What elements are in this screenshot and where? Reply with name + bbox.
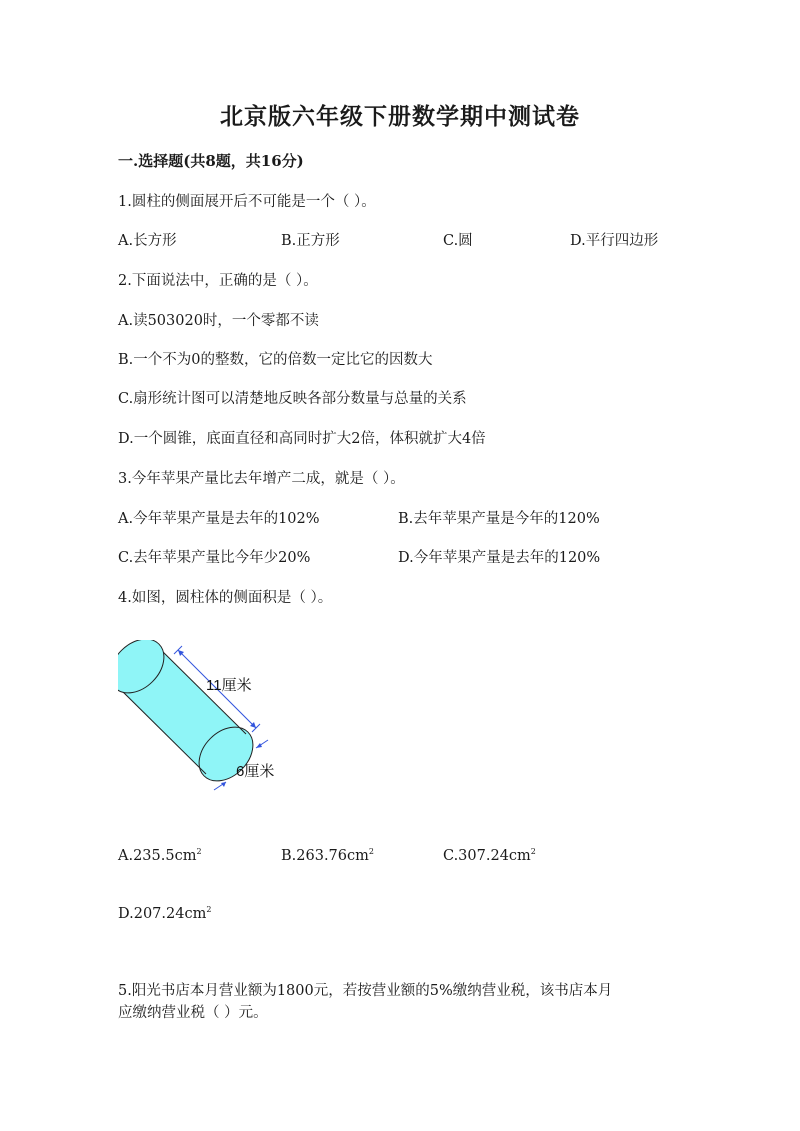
question-1-option-a: A.长方形 xyxy=(118,233,177,249)
question-4-option-c: $C.307.24cm^2$ xyxy=(443,847,536,864)
question-1-option-c: C.圆 xyxy=(443,233,473,249)
page-title: 北京版六年级下册数学期中测试卷 xyxy=(220,103,580,130)
question-4-option-d: $D.207.24cm^2$ xyxy=(118,905,212,922)
question-2-option-b: B.一个不为0的整数，它的倍数一定比它的因数大 xyxy=(118,352,433,368)
question-5-stem-line-1: 5.阳光书店本月营业额为1800元，若按营业额的5%缴纳营业税，该书店本月 xyxy=(118,983,613,999)
question-3-stem: 3.今年苹果产量比去年增产二成，就是（ ）。 xyxy=(118,471,405,487)
question-5-stem-line-2: 应缴纳营业税（ ）元。 xyxy=(118,1005,268,1021)
question-1-option-d: D.平行四边形 xyxy=(570,233,659,249)
question-3-option-a: A.今年苹果产量是去年的102% xyxy=(118,511,320,527)
section-heading: 一.选择题(共8题，共16分) xyxy=(118,152,304,170)
question-4-option-a: $A.235.5cm^2$ xyxy=(118,847,202,864)
question-3-option-c: C.去年苹果产量比今年少20% xyxy=(118,550,311,566)
question-4-option-b: $B.263.76cm^2$ xyxy=(281,847,374,864)
cylinder-length-label: 11厘米 xyxy=(206,677,252,694)
question-1-stem: 1.圆柱的侧面展开后不可能是一个（ ）。 xyxy=(118,194,376,210)
cylinder-diameter-label: 6厘米 xyxy=(236,763,275,780)
cylinder-figure xyxy=(118,640,318,810)
question-3-option-d: D.今年苹果产量是去年的120% xyxy=(398,550,601,566)
question-4-stem: 4.如图，圆柱体的侧面积是（ ）。 xyxy=(118,590,333,606)
question-2-option-a: A.读503020时，一个零都不读 xyxy=(118,313,319,329)
question-2-option-c: C.扇形统计图可以清楚地反映各部分数量与总量的关系 xyxy=(118,391,467,407)
question-2-option-d: D.一个圆锥，底面直径和高同时扩大2倍，体积就扩大4倍 xyxy=(118,431,486,447)
question-1-option-b: B.正方形 xyxy=(281,233,340,249)
question-3-option-b: B.去年苹果产量是今年的120% xyxy=(398,511,600,527)
question-2-stem: 2.下面说法中，正确的是（ ）。 xyxy=(118,273,318,289)
